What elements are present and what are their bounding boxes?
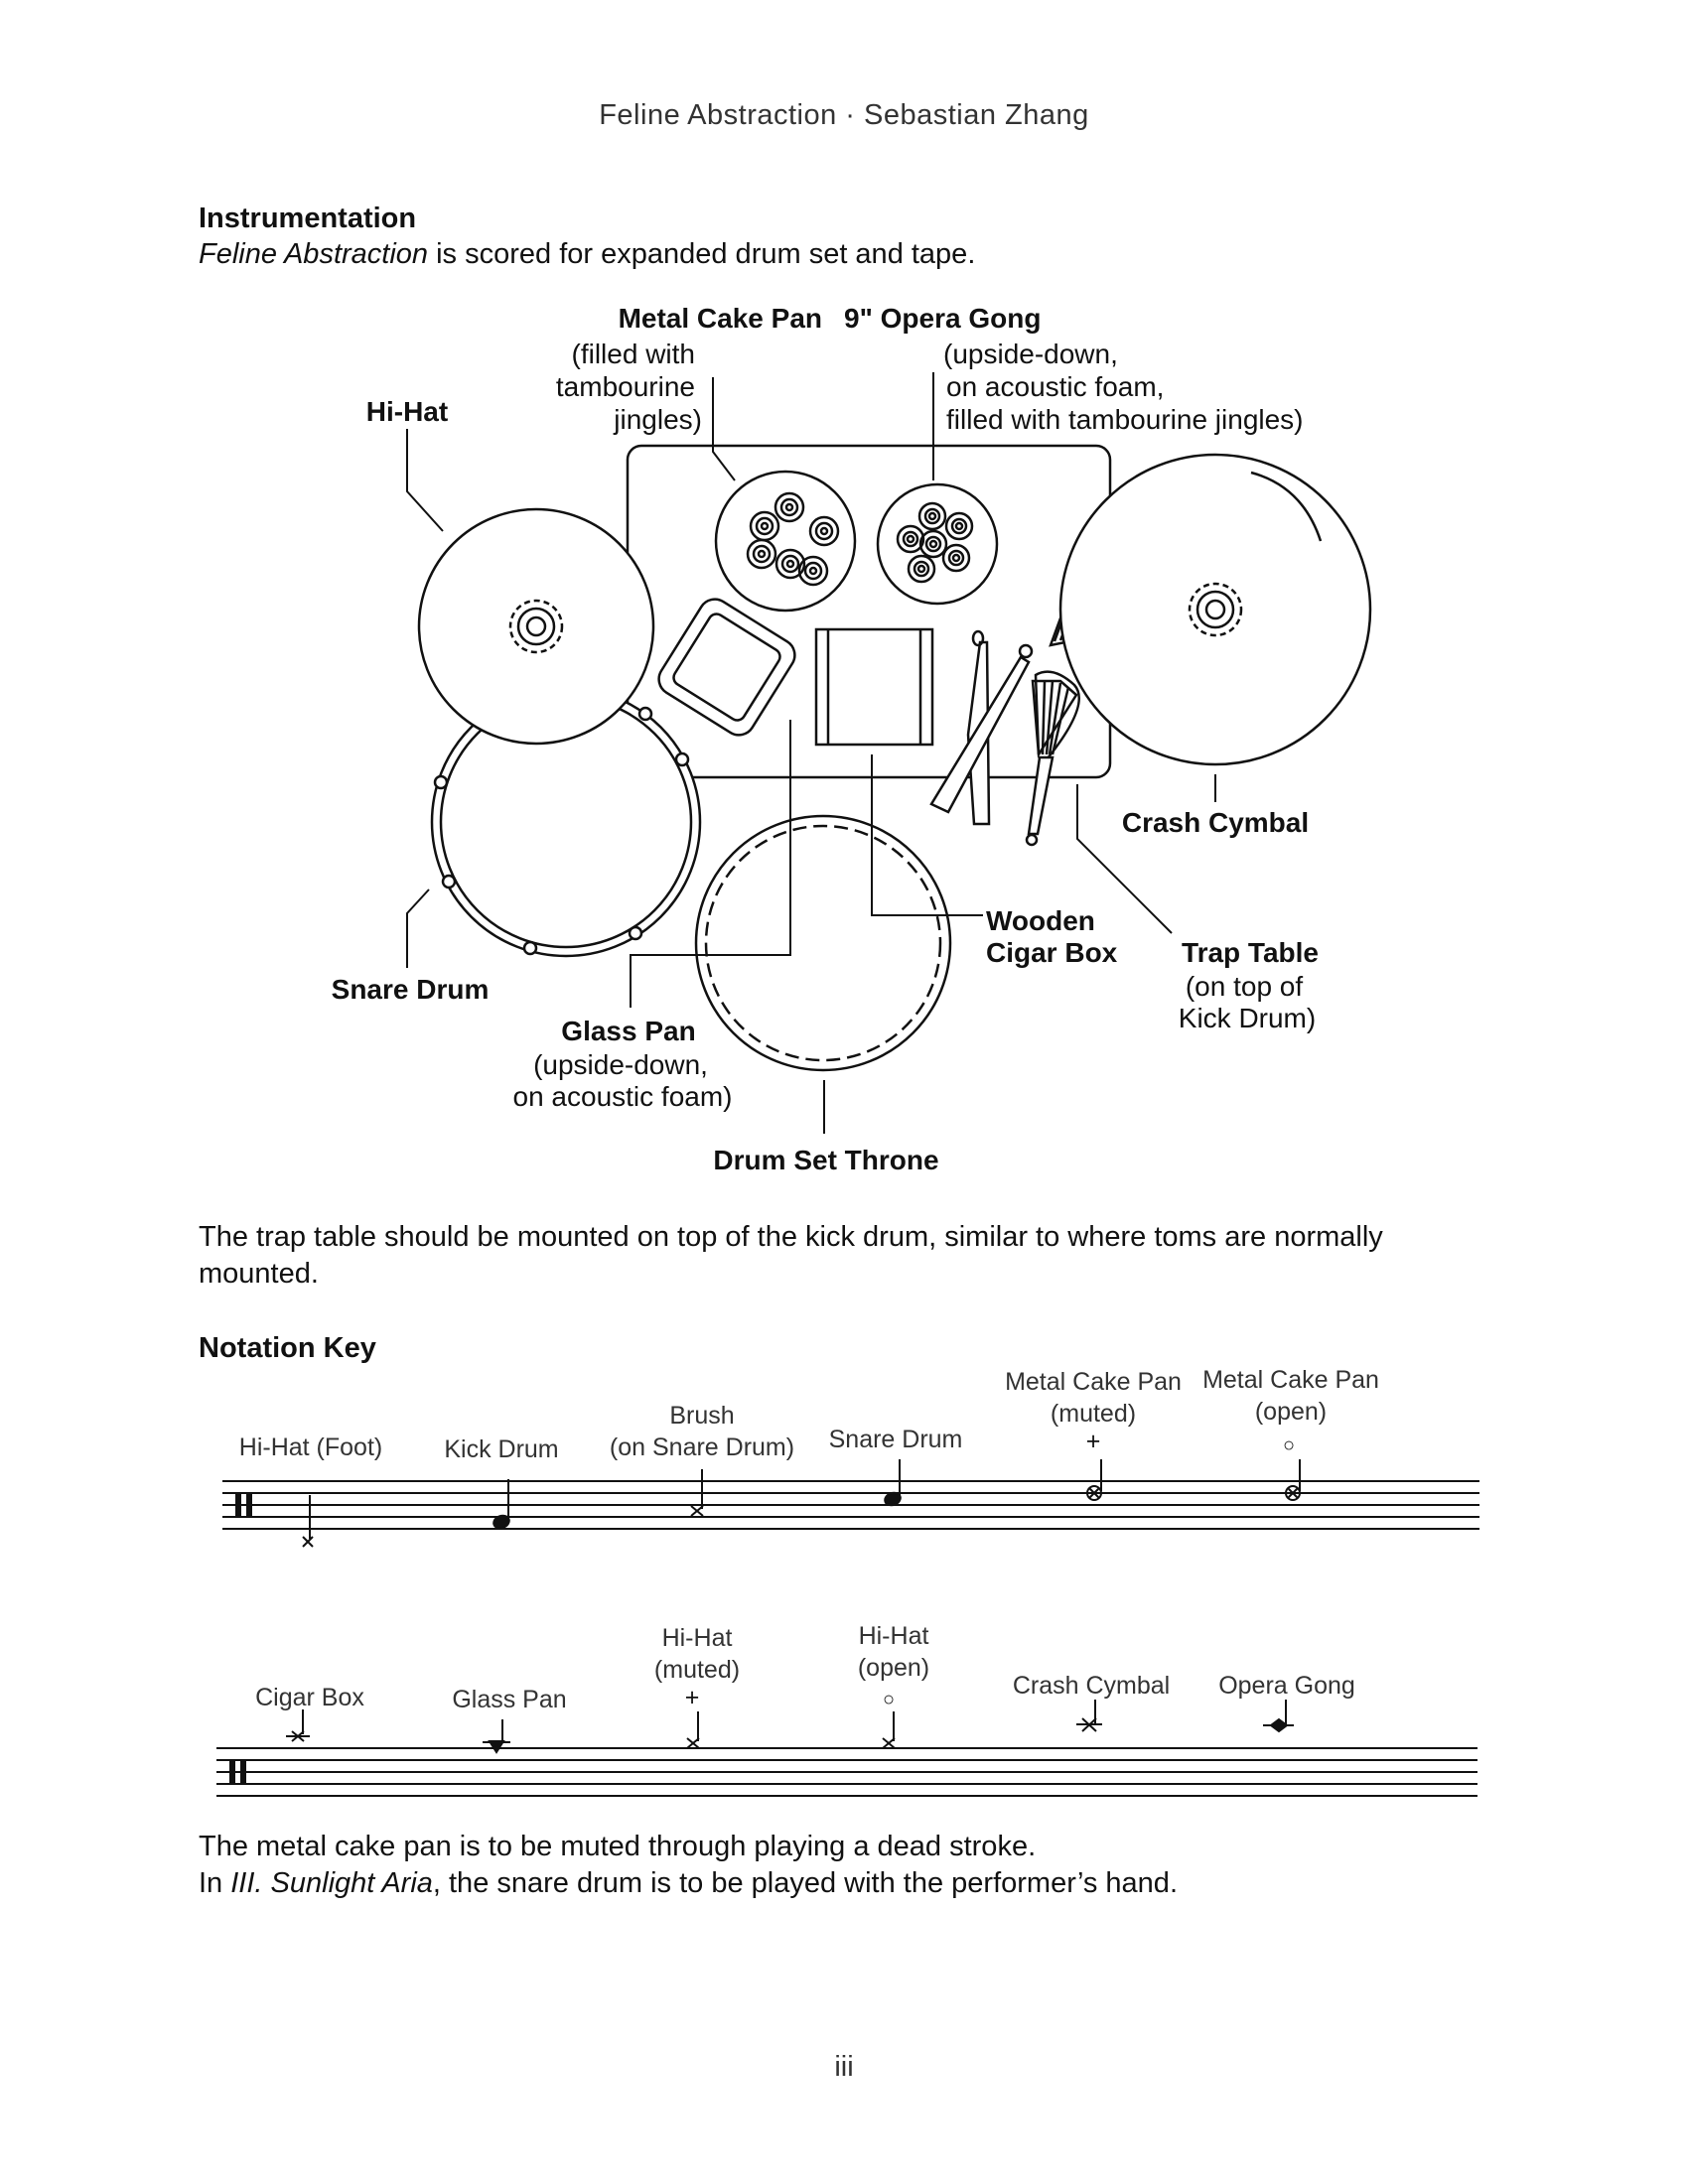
label-wooden-cigar-box-2: Cigar Box — [986, 937, 1118, 968]
wooden-cigar-box-shape — [816, 629, 932, 745]
label-cake-muted-1: Metal Cake Pan — [1005, 1368, 1182, 1396]
closing-post: , the snare drum is to be played with the performer’s hand. — [432, 1867, 1178, 1899]
intro-text: is scored for expanded drum set and tape. — [428, 238, 976, 270]
movement-title: III. Sunlight Aria — [230, 1867, 433, 1899]
closing-line-2 — [199, 1865, 1178, 1902]
label-cigar-box: Cigar Box — [255, 1684, 364, 1711]
label-wooden-cigar-box-1: Wooden — [986, 905, 1095, 936]
mute-symbol-hihat: + — [684, 1684, 700, 1711]
label-crash-cymbal: Crash Cymbal — [1121, 807, 1310, 838]
label-glass-pan-key: Glass Pan — [452, 1686, 567, 1713]
label-brush-1: Brush — [669, 1402, 735, 1430]
label-drum-set-throne: Drum Set Throne — [713, 1145, 939, 1175]
note-opera-gong-3: filled with tambourine jingles) — [946, 404, 1304, 435]
label-cake-open-1: Metal Cake Pan — [1202, 1366, 1379, 1394]
drum-set-throne-shape — [696, 816, 950, 1070]
note-cigar-box — [286, 1709, 310, 1741]
drumsticks-shape — [931, 631, 1032, 824]
label-hihat-muted-2: (muted) — [653, 1656, 741, 1684]
work-title: Feline Abstraction — [199, 238, 429, 270]
notation-key-heading: Notation Key — [199, 1332, 376, 1364]
label-cake-muted-2: (muted) — [1050, 1400, 1137, 1428]
note-metal-cake-pan-3: jingles) — [614, 404, 702, 435]
label-opera-gong-key: Opera Gong — [1218, 1672, 1355, 1700]
label-hihat-open-1: Hi-Hat — [858, 1622, 929, 1650]
note-hihat-foot — [303, 1495, 313, 1547]
closing-pre: In — [199, 1867, 231, 1899]
label-brush-2: (on Snare Drum) — [609, 1433, 795, 1461]
page-number: iii — [834, 2051, 854, 2083]
note-crash-cymbal — [1076, 1700, 1102, 1731]
notation-key — [0, 1360, 1688, 1817]
label-trap-table: Trap Table — [1182, 937, 1319, 968]
label-cake-open-2: (open) — [1254, 1398, 1328, 1426]
note-snare-drum — [883, 1459, 902, 1507]
note-opera-gong-2: on acoustic foam, — [946, 371, 1165, 402]
note-trap-table-2: Kick Drum) — [1178, 1003, 1317, 1033]
label-hi-hat: Hi-Hat — [365, 396, 449, 427]
glass-pan-shape — [653, 594, 801, 742]
running-header: Feline Abstraction · Sebastian Zhang — [599, 99, 1089, 131]
note-glass-pan-1: (upside-down, — [533, 1049, 708, 1080]
note-trap-table-1: (on top of — [1185, 971, 1304, 1002]
note-metal-cake-pan-1: (filled with — [571, 339, 695, 369]
label-hihat-foot: Hi-Hat (Foot) — [238, 1433, 383, 1461]
note-hihat-muted — [687, 1711, 699, 1748]
note-hihat-open — [883, 1711, 895, 1748]
opera-gong-shape — [878, 484, 997, 604]
label-kick-drum: Kick Drum — [444, 1435, 559, 1463]
label-snare-drum: Snare Drum — [331, 974, 490, 1005]
trap-table-note: The trap table should be mounted on top of the kick drum, similar to where toms are normally mounted. — [199, 1221, 1383, 1290]
label-glass-pan: Glass Pan — [561, 1016, 696, 1046]
metal-cake-pan-shape — [716, 472, 855, 611]
hi-hat-shape — [419, 509, 653, 744]
staff-2 — [216, 1748, 1477, 1796]
open-symbol-hihat: ○ — [882, 1689, 896, 1710]
note-opera-gong-1: (upside-down, — [943, 339, 1118, 369]
label-opera-gong: 9" Opera Gong — [844, 303, 1042, 334]
label-hihat-open-2: (open) — [857, 1654, 930, 1682]
label-crash-cymbal-key: Crash Cymbal — [1012, 1672, 1171, 1700]
note-opera-gong — [1263, 1700, 1294, 1731]
note-glass-pan-2: on acoustic foam) — [512, 1081, 733, 1112]
label-metal-cake-pan: Metal Cake Pan — [618, 303, 822, 334]
crash-cymbal-shape — [1060, 455, 1370, 764]
staff-1 — [222, 1481, 1479, 1529]
open-symbol-cake: ○ — [1282, 1434, 1296, 1456]
label-hihat-muted-1: Hi-Hat — [661, 1624, 733, 1652]
note-metal-cake-pan-2: tambourine — [555, 371, 695, 402]
mute-symbol-cake: + — [1085, 1428, 1101, 1455]
closing-line-1: The metal cake pan is to be muted through playing a dead stroke. — [199, 1831, 1037, 1862]
instrumentation-heading: Instrumentation — [199, 203, 417, 234]
label-snare-drum-key: Snare Drum — [828, 1426, 963, 1453]
